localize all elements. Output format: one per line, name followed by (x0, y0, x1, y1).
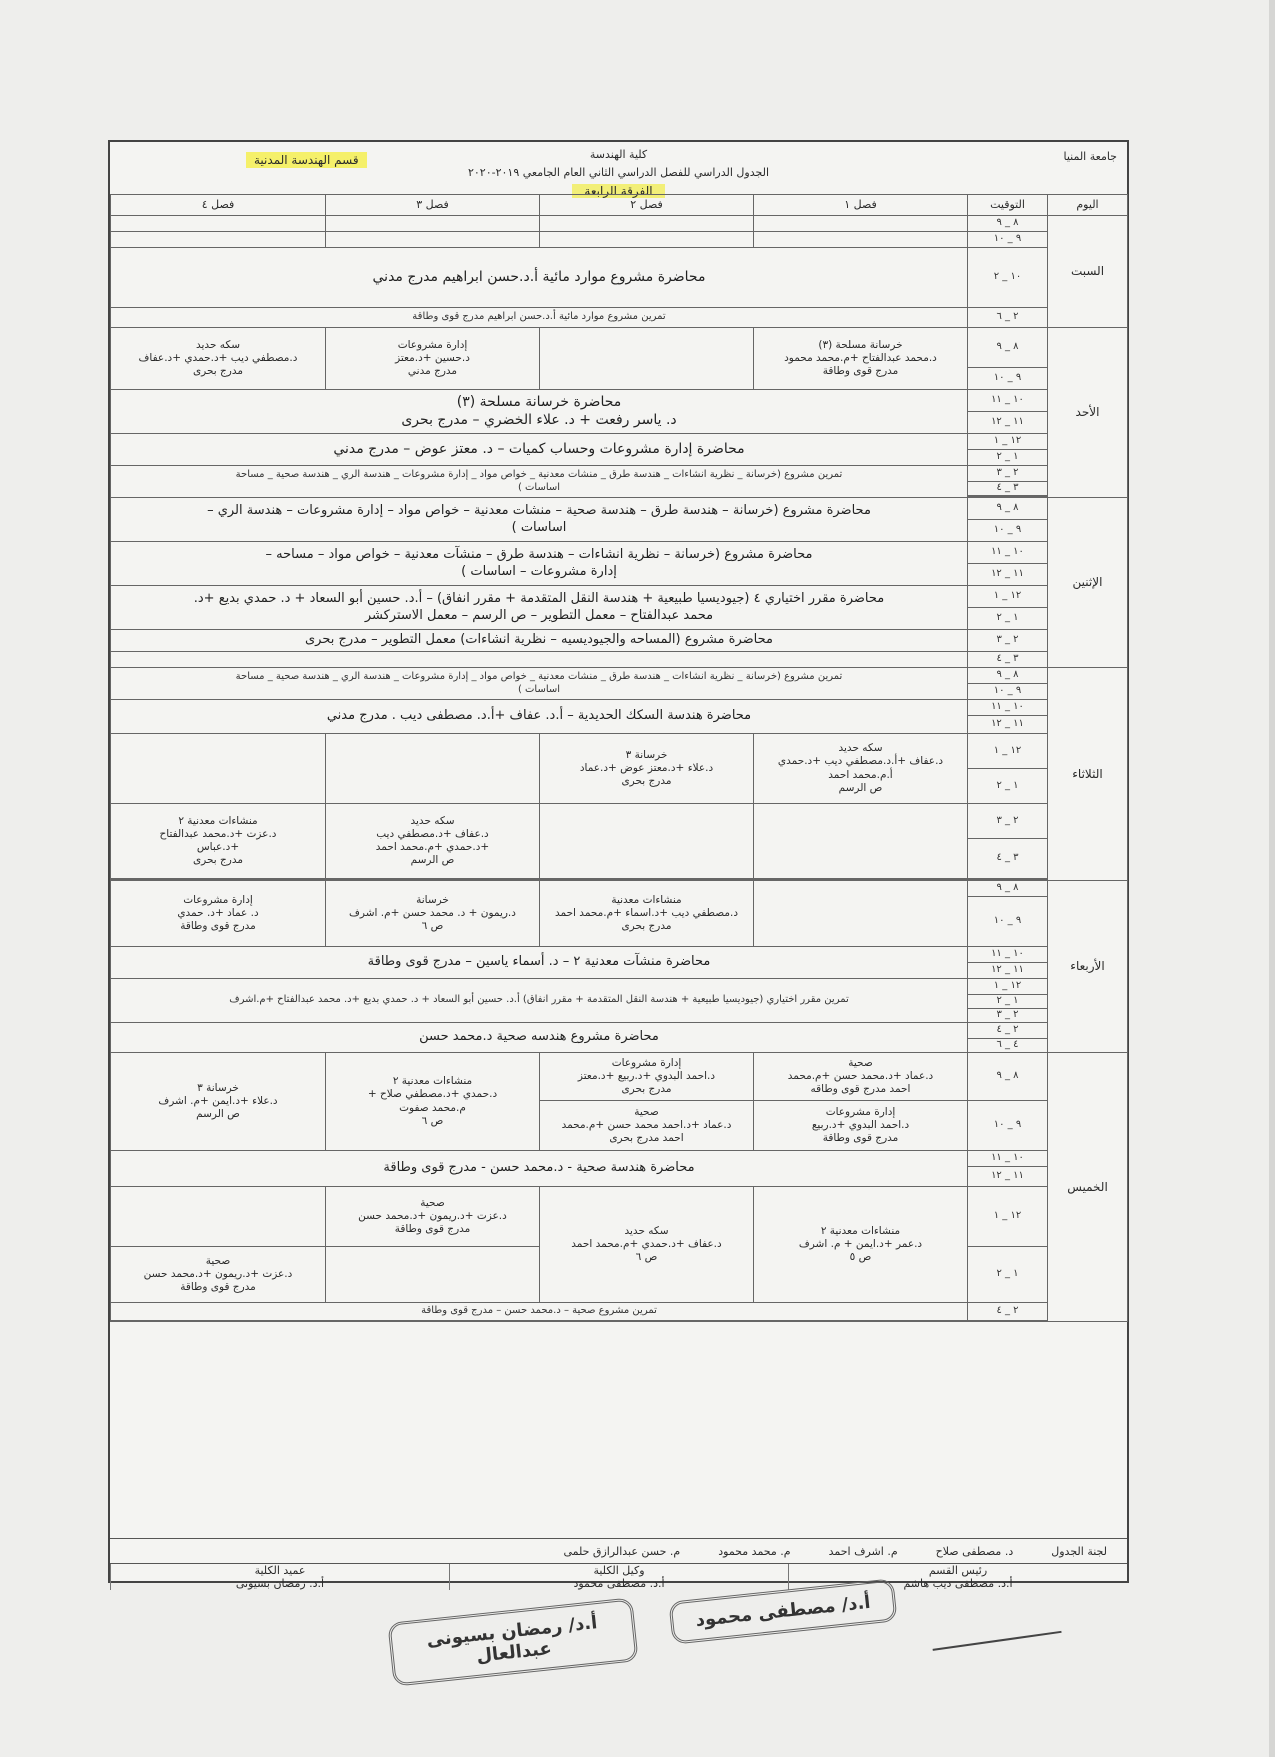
cell-line: ص ٦ (421, 920, 444, 933)
cell-line: د.محمد عبدالفتاح +م.محمد محمود (784, 351, 937, 364)
thu-sec4-c (111, 1247, 326, 1303)
empty-cell (540, 804, 754, 879)
cell-line: منشاءات معدنية ٢ (820, 1224, 901, 1237)
tue-sec3 (326, 804, 540, 879)
table-row (111, 232, 1128, 248)
time-cell: ٨ _ ٩ (968, 216, 1048, 232)
table-row (111, 1151, 1128, 1167)
mon-lecture-survey: محاضرة مشروع (المساحه والجيوديسيه – نظرية انشاءات) معمل التطوير – مدرج بحرى (111, 630, 968, 652)
time-cell (968, 1321, 1048, 1322)
table-row (111, 1187, 1128, 1247)
cell-line: د.احمد البدوي +د.ربيع +د.معتز (577, 1069, 716, 1082)
cell-line: احمد مدرج بحرى (609, 1132, 684, 1145)
cell-line: ص ٦ (421, 1114, 444, 1127)
schedule-page (108, 140, 1129, 1591)
table-row (111, 498, 1128, 520)
cell-line: منشاءات معدنية ٢ (178, 814, 258, 827)
signatures-row (110, 1564, 1127, 1590)
cell-line: صحية (848, 1056, 873, 1069)
tue-sec2 (540, 734, 754, 804)
cell-line: إدارة مشروعات (825, 1105, 896, 1118)
time-cell: ١ _ ٢ (968, 1247, 1048, 1303)
empty-cell (326, 232, 540, 248)
dean-name: أ.د. رمضان بسيونى (235, 1577, 325, 1591)
thu-sec1-a (754, 1053, 968, 1101)
time-cell: ٣ _ ٤ (968, 652, 1048, 668)
committee-label: لجنة الجدول (1051, 1544, 1107, 1558)
thu-sec2-a (540, 1053, 754, 1101)
sun-sec1 (754, 328, 968, 390)
time-cell: ١ _ ٢ (968, 608, 1048, 630)
cell-line: د.حسين +د.معتز (395, 351, 470, 364)
day-thursday: الخميس (1048, 1053, 1128, 1322)
sun-lecture-concrete (111, 390, 968, 434)
tue-exercise (111, 668, 968, 700)
schedule-header (110, 142, 1127, 198)
cell-line: محاضرة مقرر اختياري ٤ (جيوديسيا طبيعية + هندسة النقل المتقدمة + مقرر انفاق) – أ.د. حسين أبو السعاد + د. حمدي بديع +د. (193, 591, 885, 607)
time-cell: ٢ _ ٣ (968, 466, 1048, 482)
schedule-table (110, 194, 1128, 1322)
time-cell: ٢ _ ٣ (968, 1009, 1048, 1023)
committee-member: د. مصطفى صلاح (935, 1544, 1014, 1558)
table-row (111, 1303, 1128, 1321)
cell-line: د.مصطفي ديب +د.حمدي +د.عفاف (138, 351, 298, 364)
cell-line: مدرج بحرى (192, 365, 244, 378)
wed-lecture-steel: محاضرة منشآت معدنية ٢ – د. أسماء ياسين – مدرج قوى وطاقة (111, 947, 968, 979)
thu-lecture-sanitary: محاضرة هندسة صحية - د.محمد حسن - مدرج قوى وطاقة (111, 1151, 968, 1187)
table-row (111, 216, 1128, 232)
time-cell: ٩ _ ١٠ (968, 684, 1048, 700)
day-sunday: الأحد (1048, 328, 1128, 498)
cell-line: د. ياسر رفعت + د. علاء الخضري – مدرج بحرى (401, 411, 677, 428)
cell-line: منشاءات معدنية ٢ (392, 1075, 473, 1088)
table-row (111, 652, 1128, 668)
time-cell: ١١ _ ١٢ (968, 412, 1048, 434)
cell-line: د.عزت +د.ريمون +د.محمد حسن (143, 1267, 293, 1280)
cell-line: مدرج بحرى (621, 775, 672, 788)
head-name: أ.د. مصطفى ديب هاشم (903, 1577, 1013, 1591)
table-row (111, 542, 1128, 564)
cell-line: مدرج بحرى (192, 854, 244, 867)
thu-exercise: تمرين مشروع صحية – د.محمد حسن – مدرج قوى وطاقة (111, 1303, 968, 1321)
cell-line: منشاءات معدنية (611, 893, 682, 906)
day-tuesday: الثلاثاء (1048, 668, 1128, 881)
table-row (111, 390, 1128, 412)
time-cell: ٨ _ ٩ (968, 668, 1048, 684)
tue-lecture-railway: محاضرة هندسة السكك الحديدية – أ.د. عفاف +أ.د. مصطفى ديب . مدرج مدني (111, 700, 968, 734)
sun-exercise (111, 466, 968, 498)
cell-line: ص الرسم (196, 1108, 240, 1121)
table-row (111, 881, 1128, 897)
scan-edge (1269, 0, 1275, 1757)
time-cell: ٢ _ ٣ (968, 630, 1048, 652)
mon-lecture-project2 (111, 542, 968, 586)
time-cell: ٩ _ ١٠ (968, 1101, 1048, 1151)
empty-cell (754, 804, 968, 879)
wed-sec4 (111, 881, 326, 947)
cell-line: ص الرسم (838, 781, 883, 794)
empty-cell (540, 232, 754, 248)
table-row (111, 328, 1128, 368)
cell-line: ص الرسم (410, 854, 455, 867)
time-cell: ١٠ _ ١١ (968, 390, 1048, 412)
empty-cell (540, 328, 754, 390)
committee-member: م. محمد محمود (718, 1544, 791, 1558)
thu-sec2-c (540, 1187, 754, 1303)
cell-line: د.عمر +د.ايمن + م. اشرف (798, 1237, 923, 1250)
time-cell: ١١ _ ١٢ (968, 564, 1048, 586)
table-row (111, 668, 1128, 684)
column-header-row (111, 195, 1128, 216)
thu-sec1-c (754, 1187, 968, 1303)
committee-member: م. حسن عبدالرازق حلمى (563, 1544, 681, 1558)
dean-stamp: أ.د/ رمضان بسيونى عبدالعال (387, 1597, 638, 1686)
time-cell: ١٢ _ ١ (968, 586, 1048, 608)
thu-sec3-a (326, 1053, 540, 1151)
time-cell: ١٠ _ ١١ (968, 947, 1048, 963)
time-cell: ٢ _ ٤ (968, 1303, 1048, 1321)
university-name: جامعة المنيا (1063, 150, 1117, 163)
time-cell: ٣ _ ٤ (968, 839, 1048, 879)
cell-line: د.ريمون + د. محمد حسن +م. اشرف (349, 906, 516, 919)
cell-line: د.مصطفي ديب +د.اسماء +م.محمد احمد (554, 906, 739, 919)
vice-signature (449, 1564, 788, 1590)
time-cell: ٢ _ ٦ (968, 308, 1048, 328)
empty-cell (326, 734, 540, 804)
table-row (111, 248, 1128, 308)
cell-line: خرسانة ٣ (625, 748, 668, 761)
schedule-footer (110, 1538, 1127, 1591)
table-row (111, 1321, 1128, 1322)
cell-line: سكه حديد (196, 338, 240, 351)
time-cell: ٩ _ ١٠ (968, 520, 1048, 542)
empty-cell (111, 734, 326, 804)
time-cell: ١٠ _ ١١ (968, 700, 1048, 716)
time-cell: ١ _ ٢ (968, 769, 1048, 804)
empty-cell (540, 216, 754, 232)
empty-cell (754, 881, 968, 947)
committee-row (110, 1538, 1127, 1564)
table-row (111, 804, 1128, 839)
col-day: اليوم (1048, 195, 1128, 216)
empty-cell (326, 216, 540, 232)
wed-exercise-elective: تمرين مقرر اختياري (جيوديسيا طبيعية + هندسة النقل المتقدمة + مقرر انفاق) أ.د. حسين أبو السعاد + د. حمدي بديع +د. محمد عبدالفتاح +م.اشرف (111, 979, 968, 1023)
time-cell: ١٠ _ ٢ (968, 248, 1048, 308)
time-cell: ٨ _ ٩ (968, 1053, 1048, 1101)
handwritten-signature (928, 1601, 1061, 1651)
year-label: الفرقة الرابعة (572, 184, 664, 198)
cell-line: د.عفاف +د.حمدي +م.محمد احمد (571, 1237, 722, 1250)
cell-line: محاضرة مشروع (خرسانة – نظرية انشاءات – هندسة طرق – منشآت معدنية – خواص مواد – مساحه – (265, 547, 813, 563)
thu-sec2-b (540, 1101, 754, 1151)
sat-exercise: تمرين مشروع موارد مائية أ.د.حسن ابراهيم مدرج قوى وطاقة (111, 308, 968, 328)
vice-title: وكيل الكلية (593, 1564, 645, 1577)
wed-sec3 (326, 881, 540, 947)
committee-member: م. اشرف احمد (828, 1544, 898, 1558)
cell-line: اساسات ) (511, 519, 567, 535)
time-cell: ١٢ _ ١ (968, 734, 1048, 769)
cell-line: صحية (420, 1196, 445, 1209)
time-cell: ٢ _ ٤ (968, 1023, 1048, 1039)
table-row (111, 947, 1128, 963)
vice-stamp: أ.د/ مصطفى محمود (668, 1578, 897, 1644)
cell-line: سكه حديد (838, 742, 883, 755)
tue-sec1 (754, 734, 968, 804)
cell-line: د.علاء +د.ايمن +م. اشرف (158, 1094, 278, 1107)
cell-line: د.عزت +د.محمد عبدالفتاح (159, 827, 277, 840)
cell-line: احمد مدرج قوى وطاقه (810, 1083, 911, 1096)
cell-line: د.عماد +د.احمد محمد حسن +م.محمد (561, 1118, 732, 1131)
cell-line: إدارة مشروعات (183, 893, 253, 906)
sun-sec4 (111, 328, 326, 390)
cell-line: د.عماد +د.محمد حسن +م.محمد (787, 1069, 934, 1082)
college-name: كلية الهندسة (589, 148, 648, 161)
cell-line: اساسات ) (517, 683, 561, 695)
cell-line: سكه حديد (624, 1224, 669, 1237)
cell-line: اساسات ) (517, 481, 561, 493)
time-cell: ٩ _ ١٠ (968, 232, 1048, 248)
cell-line: صحية (205, 1254, 231, 1267)
cell-line: خرسانة مسلحة (٣) (818, 338, 903, 351)
dean-signature (110, 1564, 449, 1590)
time-cell: ١٢ _ ١ (968, 434, 1048, 450)
cell-line: إدارة مشروعات (611, 1056, 682, 1069)
dean-title: عميد الكلية (254, 1564, 306, 1577)
table-row (111, 1023, 1128, 1039)
schedule-title: الجدول الدراسي للفصل الدراسي الثاني العام الجامعي ٢٠١٩-٢٠٢٠ (467, 166, 770, 179)
time-cell: ١٢ _ ١ (968, 979, 1048, 995)
time-cell: ١٠ _ ١١ (968, 542, 1048, 564)
mon-lecture-elective (111, 586, 968, 630)
cell-line: مدرج بحرى (621, 920, 672, 933)
time-cell: ٩ _ ١٠ (968, 368, 1048, 390)
time-cell: ٩ _ ١٠ (968, 897, 1048, 947)
cell-line: +د.حمدي +م.محمد احمد (375, 841, 490, 853)
sat-lecture: محاضرة مشروع موارد مائية أ.د.حسن ابراهيم مدرج مدني (111, 248, 968, 308)
cell-line: مدرج بحرى (621, 1083, 672, 1096)
cell-line: م.محمد صفوت (399, 1101, 466, 1114)
cell-line: مدرج قوى وطاقة (180, 1281, 256, 1294)
cell-line: مدرج مدني (407, 365, 458, 378)
cell-line: محاضرة مشروع (خرسانة – هندسة طرق – هندسة صحية – منشات معدنية – خواص مواد – إدارة مشروعات – هندسة الري – (207, 503, 871, 519)
time-cell: ٤ _ ٦ (968, 1039, 1048, 1053)
col-sec3: فصل ٣ (326, 195, 540, 216)
cell-line: أ.م.محمد احمد (828, 768, 893, 781)
table-row (111, 979, 1128, 995)
cell-line: د.حمدي +د.مصطفي صلاح + (367, 1088, 498, 1101)
empty-cell (111, 1187, 326, 1247)
time-cell: ١ _ ٢ (968, 995, 1048, 1009)
wed-sec2 (540, 881, 754, 947)
sun-sec3 (326, 328, 540, 390)
time-cell: ١ _ ٢ (968, 450, 1048, 466)
time-cell: ١١ _ ١٢ (968, 716, 1048, 734)
col-time: التوقيت (968, 195, 1048, 216)
thu-sec1-b (754, 1101, 968, 1151)
empty-cell (754, 216, 968, 232)
col-sec1: فصل ١ (754, 195, 968, 216)
empty-cell (754, 232, 968, 248)
vice-name: أ.د. مصطفى محمود (573, 1577, 665, 1591)
cell-line: د.عزت +د.ريمون +د.محمد حسن (358, 1209, 507, 1222)
cell-line: مدرج قوى وطاقة (394, 1223, 471, 1236)
cell-line: ص ٥ (849, 1251, 872, 1264)
cell-line: محاضرة خرسانة مسلحة (٣) (456, 394, 622, 410)
cell-line: د.عفاف +أ.د.مصطفي ديب +د.حمدي (777, 755, 944, 768)
day-monday: الإثنين (1048, 498, 1128, 668)
empty-cell (111, 232, 326, 248)
empty-cell (111, 1321, 968, 1322)
cell-line: محمد عبدالفتاح – معمل التطوير – ص الرسم – معمل الاستركشر (364, 607, 714, 623)
time-cell: ١١ _ ١٢ (968, 1167, 1048, 1187)
cell-line: إدارة مشروعات (397, 338, 468, 351)
col-sec2: فصل ٢ (540, 195, 754, 216)
table-row (111, 586, 1128, 608)
time-cell: ٨ _ ٩ (968, 328, 1048, 368)
cell-line: سكه حديد (410, 814, 455, 827)
tue-sec4 (111, 804, 326, 879)
department-name: قسم الهندسة المدنية (246, 152, 367, 168)
time-cell: ٨ _ ٩ (968, 498, 1048, 520)
day-wednesday: الأربعاء (1048, 881, 1128, 1053)
time-cell: ٣ _ ٤ (968, 482, 1048, 496)
cell-line: مدرج قوى وطاقة (822, 365, 899, 378)
table-row (111, 700, 1128, 716)
cell-line: د.احمد البدوي +د.ربيع (811, 1118, 910, 1131)
cell-line: صحية (634, 1105, 659, 1118)
mon-lecture-project1 (111, 498, 968, 542)
thu-sec4-a (111, 1053, 326, 1151)
table-row (111, 308, 1128, 328)
cell-line: تمرين مشروع (خرسانة _ نظرية انشاءات _ هندسة طرق _ منشات معدنية _ خواص مواد _ إدارة مشروعات _ هندسة الري _ هندسة صحية _ مساحة (235, 469, 843, 480)
table-row (111, 630, 1128, 652)
day-saturday: السبت (1048, 216, 1128, 328)
cell-line: د.عفاف +د.مصطفي ديب (376, 827, 489, 840)
table-row (111, 466, 1128, 482)
col-sec4: فصل ٤ (111, 195, 326, 216)
head-title: رئيس القسم (928, 1564, 988, 1577)
cell-line: ص ٦ (635, 1251, 658, 1264)
table-row (111, 734, 1128, 769)
cell-line: +د.عباس (196, 841, 240, 853)
thu-sec3-c (326, 1187, 540, 1247)
cell-line: د.علاء +د.معتز عوض +د.عماد (579, 761, 714, 774)
cell-line: مدرج قوى وطاقة (822, 1132, 899, 1145)
empty-cell (111, 652, 968, 668)
time-cell: ١٠ _ ١١ (968, 1151, 1048, 1167)
cell-line: د. عماد +د. حمدي (177, 906, 259, 919)
wed-lecture-sanitary: محاضرة مشروع هندسه صحية د.محمد حسن (111, 1023, 968, 1053)
time-cell: ٨ _ ٩ (968, 881, 1048, 897)
time-cell: ١٢ _ ١ (968, 1187, 1048, 1247)
table-row (111, 1053, 1128, 1101)
cell-line: تمرين مشروع (خرسانة _ نظرية انشاءات _ هندسة طرق _ منشات معدنية _ خواص مواد _ إدارة مشروعات _ هندسة الري _ هندسة صحية _ مساحة (235, 671, 843, 682)
empty-cell (111, 216, 326, 232)
table-row (111, 434, 1128, 450)
cell-line: إدارة مشروعات – اساسات ) (461, 563, 617, 579)
cell-line: خرسانة (416, 893, 449, 906)
cell-line: مدرج قوى وطاقة (180, 920, 256, 933)
cell-line: خرسانة ٣ (197, 1081, 239, 1094)
time-cell: ١١ _ ١٢ (968, 963, 1048, 979)
empty-cell (326, 1247, 540, 1303)
time-cell: ٢ _ ٣ (968, 804, 1048, 839)
sun-lecture-projects: محاضرة إدارة مشروعات وحساب كميات – د. معتز عوض – مدرج مدني (111, 434, 968, 466)
